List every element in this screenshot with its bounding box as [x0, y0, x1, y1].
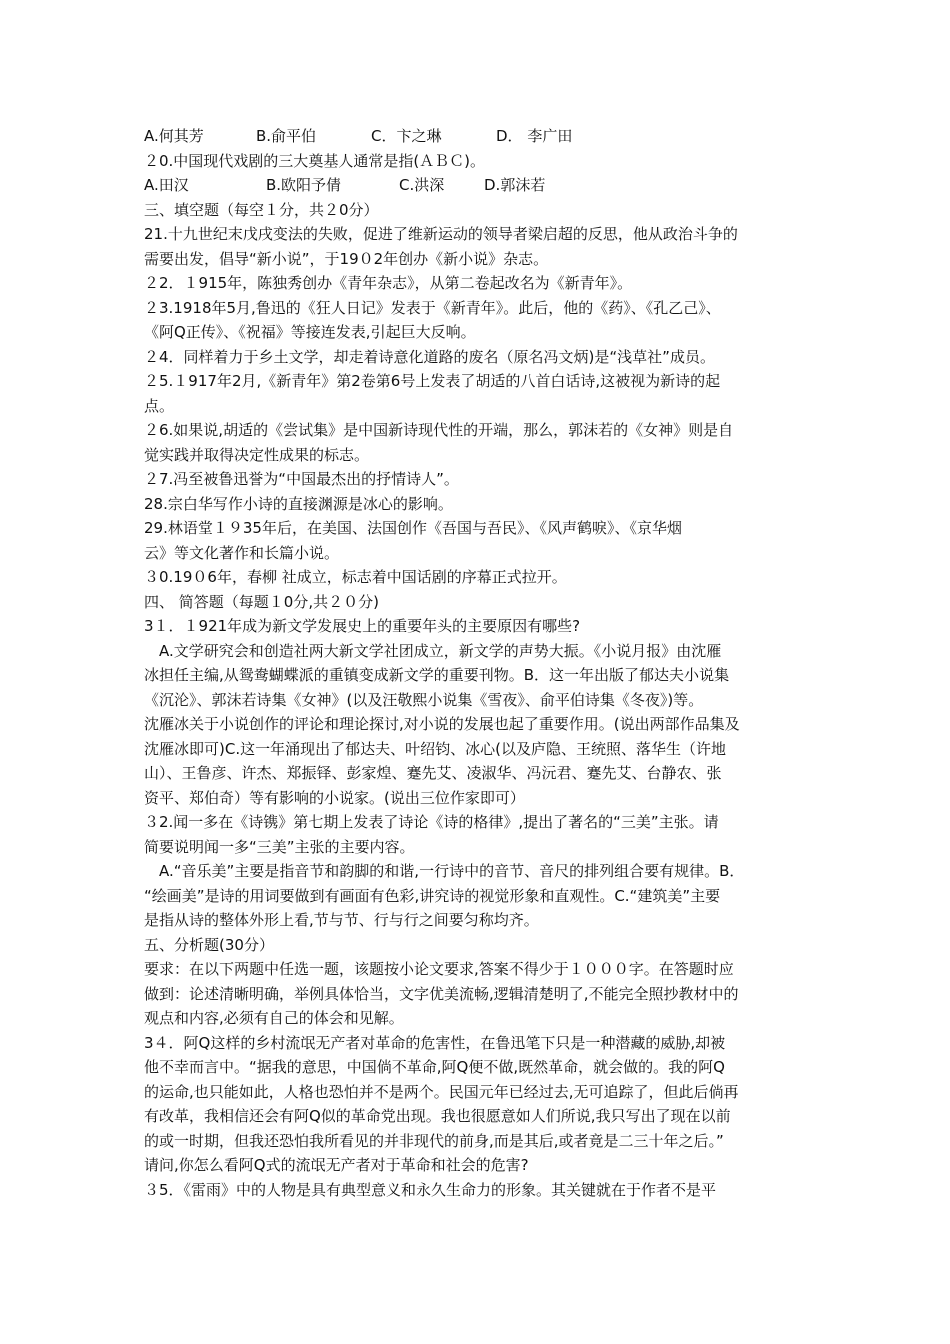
text-line: 《沉沦》、郭沫若诗集《女神》(以及汪敬熙小说集《雪夜》、俞平伯诗集《冬夜》)等。 — [144, 690, 704, 709]
text-line: 需要出发，倡导“新小说”，于19０2年创办《新小说》杂志。 — [144, 249, 549, 268]
text-line: ２7.冯至被鲁迅誉为“中国最杰出的抒情诗人”。 — [144, 470, 459, 488]
text-line: A.文学研究会和创造社两大新文学社团成立，新文学的声势大振。《小说月报》由沈雁 — [144, 641, 722, 660]
q19-option-a: A.何其芳 — [144, 127, 204, 145]
text-line: 的运命,也只能如此，人格也恐怕并不是两个。民国元年已经过去,无可追踪了，但此后倘再 — [144, 1082, 739, 1101]
text-line: 是指从诗的整体外形上看,节与节、行与行之间要匀称均齐。 — [144, 911, 539, 929]
text-line: 的或一时期，但我还恐怕我所看见的并非现代的前身,而是其后,或者竟是二三十年之后。” — [144, 1131, 724, 1150]
text-line: ３5．《雷雨》中的人物是具有典型意义和永久生命力的形象。其关键就在于作者不是平 — [144, 1180, 717, 1199]
text-line: “绘画美”是诗的用词要做到有画面有色彩,讲究诗的视觉形象和直观性。C.“建筑美”主要 — [144, 886, 721, 905]
text-line: 点。 — [144, 396, 175, 415]
text-line: 山）、王鲁彦、许杰、郑振铎、彭家煌、蹇先艾、凌淑华、冯沅君、蹇先艾、台静农、张 — [144, 764, 722, 782]
text-line: 四、 简答题（每题１0分,共２０分) — [144, 592, 379, 611]
q19-option-d: D． 李广田 — [496, 127, 573, 145]
text-line: 五、分析题(30分） — [144, 935, 274, 954]
text-line: ３2.闻一多在《诗镌》第七期上发表了诗论《诗的格律》,提出了著名的“三美”主张。请 — [144, 813, 719, 831]
text-line: ２2．１915年，陈独秀创办《青年杂志》，从第二卷起改名为《新青年》。 — [144, 274, 633, 292]
text-line: 觉实践并取得决定性成果的标志。 — [144, 445, 370, 464]
text-line: 沈雁冰即可)C.这一年涌现出了郁达夫、叶绍钧、冰心(以及庐隐、王统照、落华生（许地 — [144, 739, 726, 758]
text-line: A.“音乐美”主要是指音节和韵脚的和谐,一行诗中的音节、音尺的排列组合要有规律。B． — [144, 862, 745, 880]
q19-options — [144, 124, 814, 149]
q20-option-b: B.欧阳予倩 — [266, 176, 342, 194]
document-body — [144, 124, 814, 1202]
text-line: 三、填空题（每空１分，共２0分） — [144, 200, 379, 219]
text-line: 《阿Q正传》、《祝福》等接连发表,引起巨大反响。 — [144, 323, 476, 341]
text-line: ２5.１917年2月,《新青年》第2卷第6号上发表了胡适的八首白话诗,这被视为新诗的起 — [144, 372, 721, 390]
q20-options — [144, 173, 814, 198]
text-line: ２3.1918年5月,鲁迅的《狂人日记》发表于《新青年》。此后，他的《药》、《孔乙己》、 — [144, 298, 721, 317]
text-line: ２6.如果说,胡适的《尝试集》是中国新诗现代性的开端，那么，郭沫若的《女神》则是自 — [144, 421, 734, 439]
q19-option-b: B.俞平伯 — [256, 127, 317, 145]
text-line: 冰担任主编,从鸳鸯蝴蝶派的重镇变成新文学的重要刊物。B．这一年出版了郁达夫小说集 — [144, 666, 730, 684]
text-line: 21.十九世纪末戊戌变法的失败，促进了维新运动的领导者梁启超的反思，他从政治斗争的 — [144, 225, 738, 243]
text-line: ３0.19０6年，春柳 社成立，标志着中国话剧的序幕正式拉开。 — [144, 568, 567, 586]
q20-stem: ２0.中国现代戏剧的三大奠基人通常是指(ＡＢＣ)。 — [144, 151, 486, 170]
text-line: 3４．阿Q这样的乡村流氓无产者对革命的危害性，在鲁迅笔下只是一种潜藏的威胁,却被 — [144, 1033, 726, 1052]
q20-option-d: D.郭沫若 — [484, 176, 546, 194]
q19-option-c: C．卞之琳 — [371, 127, 442, 145]
text-line: 3１．１921年成为新文学发展史上的重要年头的主要原因有哪些? — [144, 617, 581, 635]
q20-option-c: C.洪深 — [399, 176, 445, 194]
text-line: 他不幸而言中。“据我的意思，中国倘不革命,阿Q便不做,既然革命，就会做的。我的阿Q — [144, 1058, 725, 1076]
text-line: 资平、郑伯奇）等有影响的小说家。(说出三位作家即可） — [144, 788, 525, 807]
text-line: 28.宗白华写作小诗的直接渊源是冰心的影响。 — [144, 494, 453, 513]
text-line: 云》等文化著作和长篇小说。 — [144, 543, 340, 562]
text-line: 请问,你怎么看阿Q式的流氓无产者对于革命和社会的危害? — [144, 1156, 529, 1174]
text-lines — [144, 198, 814, 1203]
text-line: 沈雁冰关于小说创作的评论和理论探讨,对小说的发展也起了重要作用。(说出两部作品集及 — [144, 715, 740, 733]
text-line: 有改革，我相信还会有阿Q似的革命党出现。我也很愿意如人们所说,我只写出了现在以前 — [144, 1107, 731, 1125]
text-line: 简要说明闻一多“三美”主张的主要内容。 — [144, 837, 415, 856]
text-line: 29.林语堂１９35年后，在美国、法国创作《吾国与吾民》、《风声鹤唳》、《京华烟 — [144, 519, 682, 537]
text-line: 要求：在以下两题中任选一题，该题按小论文要求,答案不得少于１０００字。在答题时应 — [144, 960, 734, 978]
text-line: 做到：论述清晰明确，举例具体恰当，文字优美流畅,逻辑清楚明了,不能完全照抄教材中的 — [144, 984, 739, 1003]
text-line: ２4．同样着力于乡土文学，却走着诗意化道路的废名（原名冯文炳)是“浅草社”成员。 — [144, 347, 715, 366]
q20-option-a: A.田汉 — [144, 176, 189, 194]
text-line: 观点和内容,必须有自己的体会和见解。 — [144, 1009, 404, 1027]
